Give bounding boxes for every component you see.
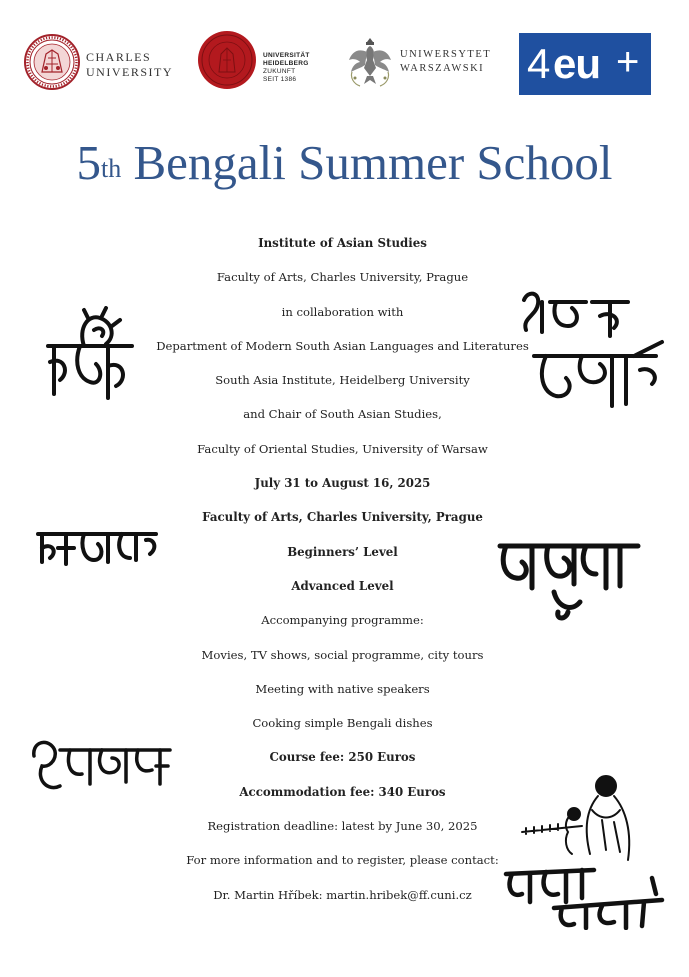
- detail-line: Dr. Martin Hříbek: martin.hribek@ff.cuni.cz: [213, 887, 472, 902]
- detail-line: Meeting with native speakers: [255, 681, 430, 696]
- detail-line: July 31 to August 16, 2025: [254, 476, 431, 491]
- detail-line: Cooking simple Bengali dishes: [252, 716, 433, 731]
- warsaw-line1: UNIWERSYTET: [400, 49, 492, 60]
- detail-line: Faculty of Arts, Charles University, Prague: [216, 270, 469, 285]
- aparajito-calligraphy-icon: [30, 736, 174, 800]
- detail-line: Accompanying programme:: [261, 613, 424, 628]
- eu-text: eu: [553, 40, 601, 87]
- heidelberg-line3: ZUKUNFT: [263, 68, 296, 75]
- detail-line: South Asia Institute, Heidelberg University: [215, 373, 470, 388]
- detail-line: Department of Modern South Asian Languages and Literatures: [156, 338, 529, 353]
- page-title: [0, 132, 689, 194]
- detail-line: Course fee: 250 Euros: [269, 750, 416, 765]
- charulata-calligraphy-icon: [496, 532, 642, 624]
- heidelberg-line1: UNIVERSITÄT: [263, 52, 310, 59]
- title-suffix: th: [100, 154, 122, 183]
- detail-line: Accommodation fee: 340 Euros: [239, 784, 446, 799]
- charles-line2: UNIVERSITY: [86, 65, 173, 79]
- eagle-emblem-icon: [346, 32, 394, 90]
- detail-line: in collaboration with: [281, 304, 404, 319]
- charles-university-seal-icon: [24, 34, 80, 90]
- detail-line: Faculty of Arts, Charles University, Prague: [202, 510, 483, 525]
- devi-calligraphy-icon: [44, 306, 136, 406]
- event-details: [150, 231, 535, 917]
- logo-bar: [24, 30, 654, 96]
- eu-plus: +: [616, 40, 640, 84]
- detail-line: and Chair of South Asian Studies,: [243, 407, 442, 422]
- detail-line: Movies, TV shows, social programme, city tours: [201, 647, 484, 662]
- charles-line1: CHARLES: [86, 50, 152, 64]
- title-number: 5: [76, 135, 101, 190]
- title-text: Bengali Summer School: [133, 135, 613, 190]
- detail-line: Advanced Level: [291, 578, 394, 593]
- detail-line: Beginners’ Level: [287, 544, 398, 559]
- pather-panchali-illustration-icon: [502, 770, 666, 930]
- detail-line: Registration deadline: latest by June 30, 2025: [207, 819, 478, 834]
- warsaw-line2: WARSZAWSKI: [400, 63, 485, 74]
- detail-line: Faculty of Oriental Studies, University of Warsaw: [197, 441, 488, 456]
- amar-prem-calligraphy-icon: [516, 286, 666, 414]
- detail-line: For more information and to register, please contact:: [186, 853, 499, 868]
- heidelberg-seal-icon: [197, 30, 257, 90]
- 4eu-plus-logo: [519, 33, 651, 95]
- heidelberg-line4: SEIT 1386: [263, 76, 297, 83]
- heidelberg-line2: HEIDELBERG: [263, 60, 309, 67]
- detail-line: Institute of Asian Studies: [258, 236, 427, 250]
- eu-four: 4: [527, 40, 551, 87]
- mahanagar-calligraphy-icon: [36, 526, 160, 570]
